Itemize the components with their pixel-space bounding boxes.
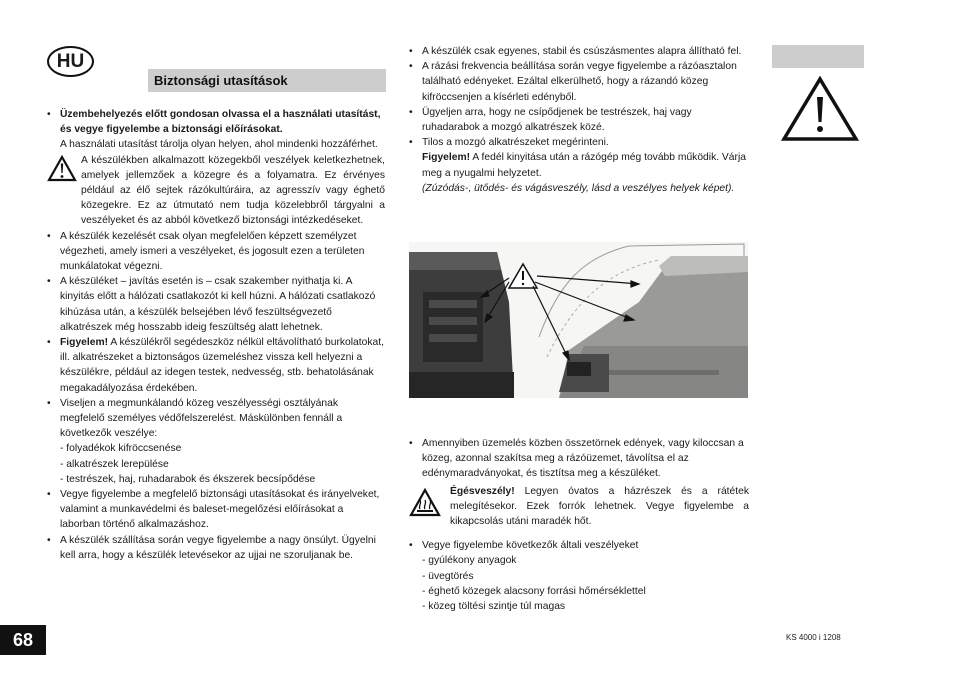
list-item — [409, 538, 749, 614]
dash-item: - testrészek, haj, ruhadarabok és ékszerek becsípődése — [60, 473, 316, 485]
warning-triangle-icon — [781, 76, 859, 142]
list-item-text: A rázási frekvencia beállítása során vegye figyelembe a rázóasztalon található edényeket. Ezáltal elkerülhető, hogy a rázandó közeg kifröccsenjen a kísérleti edényből. — [422, 61, 737, 103]
list-item-text: A készülék csak egyenes, stabil és csúszásmentes alapra állítható fel. — [422, 46, 742, 57]
hot-surface-icon — [409, 488, 441, 518]
burn-warning-label: Égésveszély! — [450, 485, 515, 497]
device-illustration — [409, 242, 748, 398]
warning-text: A készülékben alkalmazott közegekből veszélyek keletkezhetnek, amelyek jellemzőek a közegre és a folyamatra. Ez érvényes például az élő sejtek rázókultúráira, az agresszív vagy éghető közegekre. Ez az útmutató nem tudja közelebbről tárgyalni a veszélyeket és az abból következő biztonsági intézkedéseket. — [81, 154, 385, 227]
list-item-text: A készülékről segédeszköz nélkül eltávolítható burkolatokat, ill. alkatrészeket a biztonságos üzemeléshez vissza kell helyezni a készülékre, például az idegen testek, nedvesség, stb. behatolásának megakadályozása érdekében. — [60, 337, 384, 394]
section-title: Biztonsági utasítások — [148, 69, 386, 92]
list-item — [47, 107, 385, 153]
page-number: 68 — [0, 625, 46, 655]
list-item-text: A készülék szállítása során vegye figyelembe a nagy önsúlyt. Ügyelni kell arra, hogy a készülék letevésekor az ujjai ne szoruljanak be. — [60, 534, 376, 561]
list-item — [409, 105, 749, 135]
dash-item: - közeg töltési szintje túl magas — [422, 601, 566, 613]
dash-item: - folyadékok kifröccsenése — [60, 443, 182, 455]
dash-item: - alkatrészek lerepülése — [60, 458, 169, 470]
list-item-text: Tilos a mozgó alkatrészeket megérinteni. — [422, 137, 609, 149]
header-bar-right — [772, 45, 864, 68]
attention-label: Figyelem! — [60, 337, 109, 349]
list-item — [47, 335, 385, 396]
list-item-text: Viseljen a megmunkálandó közeg veszélyességi osztályának megfelelő személyes védőfelszerelést. Máskülönben fennáll a következők veszélye: — [60, 397, 343, 440]
burn-warning-text — [450, 484, 749, 530]
dash-item: - gyúlékony anyagok — [422, 555, 517, 567]
list-item-text: Vegye figyelembe a megfelelő biztonsági utasításokat és irányelveket, valamint a munkavédelmi és baleset-megelőzési előírásokat a laborban történő alkalmazáshoz. — [60, 489, 380, 531]
dash-item: - éghető közegek alacsony forrási hőmérséklettel — [422, 585, 646, 597]
list-item-text: Ügyeljen arra, hogy ne csípődjenek be testrészek, haj vagy ruhadarabok a mozgó alkatrészek közé. — [422, 106, 692, 134]
document-id: KS 4000 i 1208 — [786, 633, 841, 642]
list-item — [409, 135, 749, 196]
list-item — [409, 44, 749, 59]
list-item-text: A készülék kezelését csak olyan megfelelően képzett személyzet végezheti, amely ismeri a veszélyeket, és jogosult ezen a területen munkálatokat végezni. — [60, 230, 365, 273]
list-item-bold: Üzembehelyezés előtt gondosan olvassa el a használati utasítást, és vegye figyelembe a biztonsági előírásokat. — [60, 109, 381, 136]
dash-item: - üvegtörés — [422, 570, 474, 582]
right-column-top — [409, 44, 749, 196]
burn-warning-block — [409, 484, 749, 530]
list-item — [47, 229, 385, 275]
list-item — [47, 533, 385, 563]
list-item-text: A fedél kinyitása után a rázógép még tovább működik. Várja meg a nyugalmi helyzetet. — [422, 152, 746, 179]
list-item — [47, 487, 385, 533]
list-item — [47, 274, 385, 335]
list-item — [409, 59, 749, 105]
hazard-note: (Zúzódás-, ütődés- és vágásveszély, lásd a veszélyes helyek képet). — [422, 182, 735, 194]
language-badge: HU — [47, 46, 94, 77]
list-item-text: A készüléket – javítás esetén is – csak szakember nyithatja ki. A kinyitás előtt a hálózati csatlakozót ki kell húzni. A hálózati csatlakozó kihúzása után, a készülék belsejében lévő feszültségvezető alkatrészek még hosszabb ideig feszültség alatt lehetnek. — [60, 276, 376, 333]
list-item — [47, 396, 385, 487]
warning-block — [47, 153, 385, 229]
list-item-text: Vegye figyelembe következők általi veszélyeket — [422, 540, 639, 552]
list-item-text: Amennyiben üzemelés közben összetörnek edények, vagy kiloccsan a közeg, azonnal szakítsa meg a rázóüzemet, távolítsa el az edénymaradványokat, és tisztítsa meg a készüléket. — [422, 438, 744, 480]
burn-warning-body: Legyen óvatos a házrészek és a rátétek melegítésekor. Ezek forrók lehetnek. Vegye figyelembe a kikapcsolás utáni maradék hőt. — [450, 485, 749, 528]
left-column — [47, 107, 385, 563]
warning-triangle-icon — [47, 155, 77, 182]
attention-label: Figyelem! — [422, 152, 471, 164]
list-item — [409, 436, 749, 482]
right-column-bottom — [409, 436, 749, 614]
hazard-points-photo — [409, 242, 748, 398]
list-item-text: A használati utasítást tárolja olyan helyen, ahol mindenki hozzáférhet. — [60, 139, 378, 151]
